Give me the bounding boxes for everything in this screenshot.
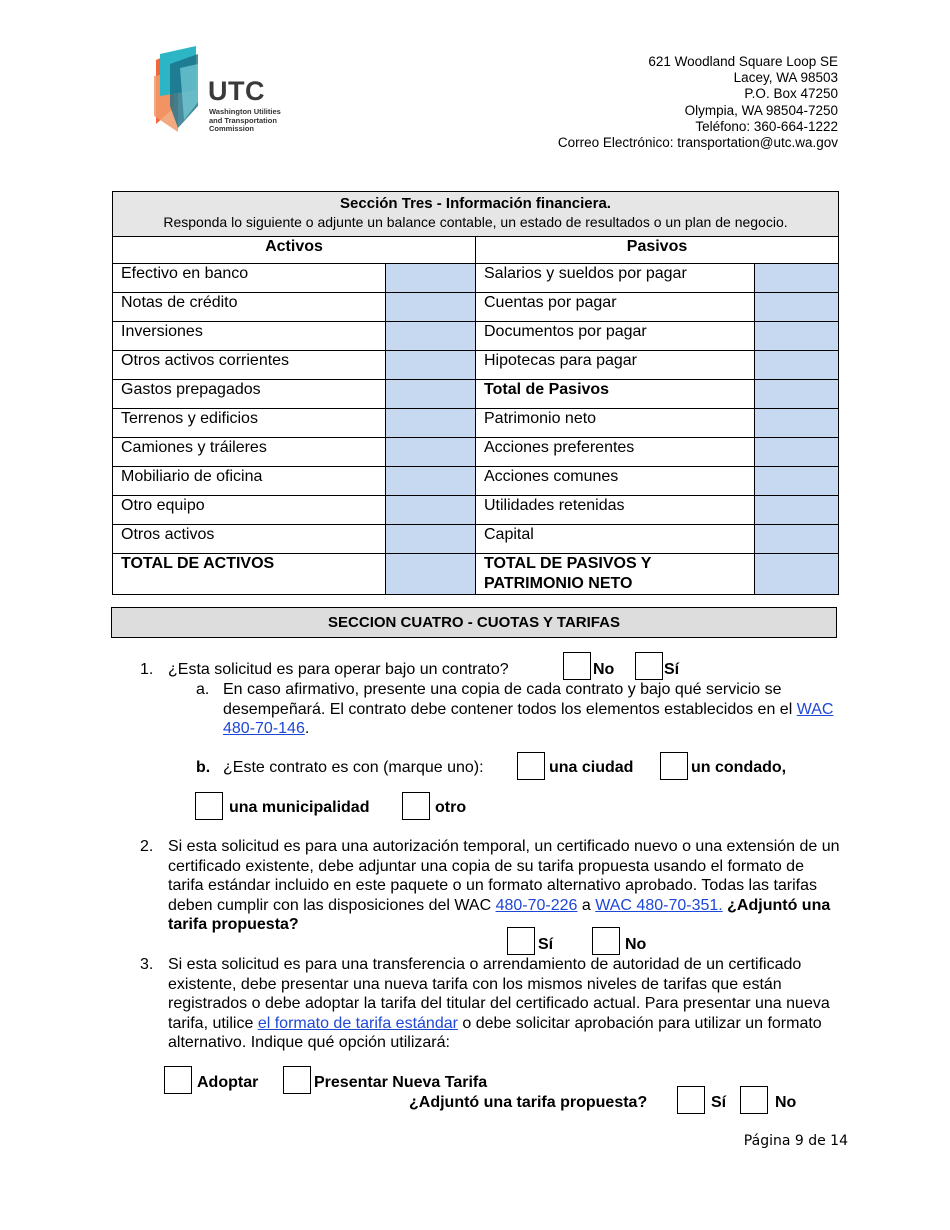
wac-480-70-146-link[interactable]: WAC 480-70-146 (223, 700, 834, 738)
section3-title: Sección Tres - Información financiera. (340, 195, 611, 212)
q1a-label: a. (196, 681, 210, 698)
q1a-period: . (304, 720, 310, 738)
asset-label: Inversiones (113, 322, 386, 351)
liability-amount-field[interactable] (755, 467, 839, 496)
wac-480-70-226-link[interactable]: 480-70-226 (495, 896, 578, 914)
asset-amount-field[interactable] (386, 496, 476, 525)
total-liabilities-equity-label: TOTAL DE PASIVOS Y PATRIMONIO NETO (476, 554, 755, 595)
total-assets-field[interactable] (386, 554, 476, 595)
liability-amount-field[interactable] (755, 351, 839, 380)
asset-label: Mobiliario de oficina (113, 467, 386, 496)
liability-amount-field[interactable] (755, 438, 839, 467)
logo-sub-line: Washington Utilities (209, 107, 281, 116)
other-label: otro (435, 799, 467, 816)
city-checkbox[interactable] (517, 752, 545, 780)
asset-amount-field[interactable] (386, 525, 476, 554)
liability-label: Hipotecas para pagar (476, 351, 755, 380)
question-number: 3. (140, 956, 154, 973)
asset-label: Camiones y tráileres (113, 438, 386, 467)
logo-text: UTC (208, 76, 265, 106)
other-checkbox[interactable] (402, 792, 430, 820)
table-row (113, 438, 839, 467)
logo-sub-line: and Transportation (209, 115, 277, 125)
liability-label: Capital (476, 525, 755, 554)
q2-no-checkbox[interactable] (592, 927, 620, 955)
table-row (113, 467, 839, 496)
q1b-label: b. (196, 759, 211, 776)
q3-body: Si esta solicitud es para una transferencia o arrendamiento de autoridad de un certificado existente, debe presentar una nueva tarifa con los mismos niveles de tarifas que están registrados o debe adoptar la tarifa del titular del certificado actual. Para presentar una nueva tarifa, utilice (168, 956, 830, 1032)
asset-amount-field[interactable] (386, 438, 476, 467)
asset-amount-field[interactable] (386, 380, 476, 409)
financial-table (112, 191, 839, 595)
wac-480-70-351-link[interactable]: WAC 480- (595, 896, 669, 914)
liability-label: Documentos por pagar (476, 322, 755, 351)
asset-label: Otros activos (113, 525, 386, 554)
utc-logo (144, 46, 294, 138)
q1-no-label: No (593, 661, 615, 678)
table-row (113, 293, 839, 322)
county-checkbox[interactable] (660, 752, 688, 780)
section4-header: SECCION CUATRO - CUOTAS Y TARIFAS (111, 607, 837, 638)
assets-column-header: Activos (113, 237, 476, 264)
q2-no-label: No (625, 936, 647, 953)
section3-header (113, 192, 839, 237)
question-number: 1. (140, 661, 154, 678)
q2-si-checkbox[interactable] (507, 927, 535, 955)
liability-label: Acciones preferentes (476, 438, 755, 467)
q3-body-end: o debe solicitar aprobación para utilizar un formato alternativo. Indique qué opción utilizará: (168, 1014, 822, 1052)
q1a-text (223, 680, 838, 739)
q2-question: ¿Adjuntó una tarifa propuesta? (168, 896, 831, 934)
table-row (113, 525, 839, 554)
logo-subtitle (209, 108, 281, 134)
q1-si-label: Sí (664, 661, 680, 678)
phone-line: Teléfono: 360-664-1222 (695, 118, 838, 134)
asset-label: Efectivo en banco (113, 264, 386, 293)
county-label: un condado, (691, 759, 787, 776)
table-row (113, 554, 839, 595)
asset-label: Otro equipo (113, 496, 386, 525)
q1b-text: ¿Este contrato es con (marque uno): (223, 759, 484, 776)
q2-conjunction: a (581, 896, 591, 914)
asset-label: Gastos prepagados (113, 380, 386, 409)
asset-label: Terrenos y edificios (113, 409, 386, 438)
municipality-checkbox[interactable] (195, 792, 223, 820)
asset-amount-field[interactable] (386, 467, 476, 496)
table-row (113, 322, 839, 351)
new-tariff-checkbox[interactable] (283, 1066, 311, 1094)
liability-amount-field[interactable] (755, 409, 839, 438)
email-line: Correo Electrónico: transportation@utc.wa.gov (557, 135, 838, 151)
q3-no-checkbox[interactable] (740, 1086, 768, 1114)
liability-amount-field[interactable] (755, 322, 839, 351)
table-row (113, 351, 839, 380)
address-line: 621 Woodland Square Loop SE (648, 54, 838, 69)
standard-tariff-format-link[interactable]: el formato de tarifa estándar (257, 1014, 458, 1032)
asset-amount-field[interactable] (386, 351, 476, 380)
liability-amount-field[interactable] (755, 264, 839, 293)
logo-sub-line: Commission (209, 124, 255, 133)
asset-amount-field[interactable] (386, 322, 476, 351)
q3-text (168, 955, 840, 1053)
address-line: P.O. Box 47250 (744, 86, 838, 102)
liability-label: Utilidades retenidas (476, 496, 755, 525)
liabilities-column-header: Pasivos (476, 237, 839, 264)
q1-text: ¿Esta solicitud es para operar bajo un contrato? (168, 661, 509, 678)
asset-label: Notas de crédito (113, 293, 386, 322)
address-line: Olympia, WA 98504-7250 (684, 102, 838, 118)
total-liabilities-equity-field[interactable] (755, 554, 839, 595)
q2-text (168, 837, 840, 935)
asset-amount-field[interactable] (386, 264, 476, 293)
contact-address (558, 54, 838, 151)
q1-si-checkbox[interactable] (635, 652, 663, 680)
liability-label: Acciones comunes (476, 467, 755, 496)
q2-body: Si esta solicitud es para una autorización temporal, un certificado nuevo o una extensión de un certificado existente, debe adjuntar una copia de su tarifa propuesta usando el formato de tarifa estándar incluido en este paquete o un formato alternativo aprobado. Todas las tarifas deben cumplir con las disposiciones del WAC (168, 838, 840, 914)
wac-480-70-351-link-cont[interactable]: 70-351. (668, 896, 723, 914)
liability-amount-field[interactable] (755, 496, 839, 525)
table-row (113, 496, 839, 525)
q3-si-checkbox[interactable] (677, 1086, 705, 1114)
asset-amount-field[interactable] (386, 293, 476, 322)
asset-amount-field[interactable] (386, 409, 476, 438)
page-number: Página 9 de 14 (743, 1133, 848, 1149)
q3-no-label: No (775, 1094, 797, 1111)
liability-amount-field[interactable] (755, 293, 839, 322)
asset-label: Otros activos corrientes (113, 351, 386, 380)
liability-amount-field[interactable] (755, 525, 839, 554)
table-row (113, 264, 839, 293)
liability-amount-field[interactable] (755, 380, 839, 409)
table-row (113, 409, 839, 438)
table-row (113, 380, 839, 409)
municipality-label: una municipalidad (229, 799, 370, 816)
adopt-checkbox[interactable] (164, 1066, 192, 1094)
liability-label: Total de Pasivos (476, 380, 755, 409)
new-tariff-label: Presentar Nueva Tarifa (314, 1074, 488, 1091)
q1-no-checkbox[interactable] (563, 652, 591, 680)
address-line: Lacey, WA 98503 (733, 70, 838, 86)
liability-label: Cuentas por pagar (476, 293, 755, 322)
q1a-body: En caso afirmativo, presente una copia de cada contrato y bajo qué servicio se desempeñará. El contrato debe contener todos los elementos establecidos en el (223, 681, 793, 718)
city-label: una ciudad (549, 759, 634, 776)
q2-si-label: Sí (538, 936, 554, 953)
adopt-label: Adoptar (197, 1074, 259, 1091)
section3-subtitle: Responda lo siguiente o adjunte un balance contable, un estado de resultados o un plan de negocio. (163, 214, 788, 230)
total-assets-label: TOTAL DE ACTIVOS (113, 554, 386, 595)
q3-question: ¿Adjuntó una tarifa propuesta? (409, 1094, 648, 1111)
question-number: 2. (140, 838, 154, 855)
liability-label: Salarios y sueldos por pagar (476, 264, 755, 293)
q3-si-label: Sí (711, 1094, 727, 1111)
liability-label: Patrimonio neto (476, 409, 755, 438)
